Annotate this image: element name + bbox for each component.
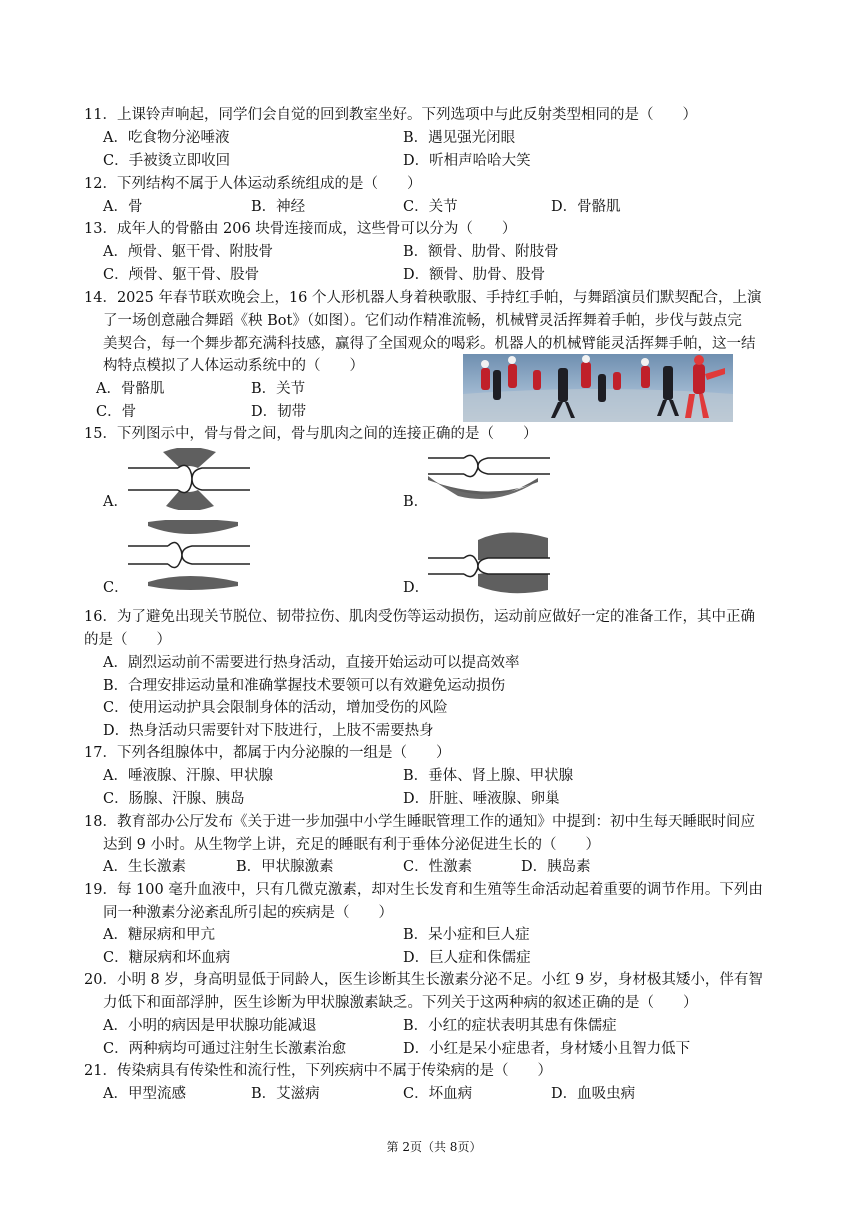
q19-stem-line-2: 同一种激素分泌紊乱所引起的疾病是（ ） [103,905,393,921]
q21-option-b: B．艾滋病 [251,1086,320,1102]
q17-option-c: C．肠腺、汗腺、胰岛 [103,791,245,807]
q14-option-b: B．关节 [251,381,306,397]
q16-option-b: B．合理安排运动量和准确掌握技术要领可以有效避免运动损伤 [103,678,506,694]
q19-option-a: A．糖尿病和甲亢 [103,927,215,943]
q13-option-d: D．额骨、肋骨、股骨 [403,267,546,283]
q14-stem-line-4: 构特点模拟了人体运动系统中的（ ） [103,358,364,374]
q14-option-c: C．骨 [96,404,137,420]
q16-stem-line-1: 16．为了避免出现关节脱位、韧带拉伤、肌肉受伤等运动损伤，运动前应做好一定的准备工作，其中正确 [84,609,755,625]
q18-option-b: B．甲状腺激素 [236,859,334,875]
q20-stem-line-1: 20．小明 8 岁，身高明显低于同龄人，医生诊断其生长激素分泌不足。小红 9 岁，身材极其矮小，伴有智 [84,972,763,988]
q14-stem-line-1: 14．2025 年春节联欢晚会上，16 个人形机器人身着秧歌服、手持红手帕，与舞蹈演员们默契配合，上演 [84,290,762,306]
q15-figure-d [428,530,550,598]
q12-option-d: D．骨骼肌 [551,199,621,215]
q19-option-d: D．巨人症和侏儒症 [403,950,531,966]
q19-stem-line-1: 19．每 100 毫升血液中，只有几微克激素，却对生长发育和生殖等生命活动起着重要的调节作用。下列由 [84,882,763,898]
q16-option-a: A．剧烈运动前不需要进行热身活动，直接开始运动可以提高效率 [103,655,520,671]
q15-figure-c [128,520,250,596]
q15-figure-b [428,446,550,514]
q14-stem-line-2: 了一场创意融合舞蹈《秧 Bot》（如图）。它们动作精准流畅，机械臂灵活挥舞着手帕，步伐与鼓点完 [103,313,742,329]
q18-option-d: D．胰岛素 [521,859,591,875]
q20-option-d: D．小红是呆小症患者，身材矮小且智力低下 [403,1041,691,1057]
q18-option-c: C．性激素 [403,859,473,875]
q17-option-d: D．肝脏、唾液腺、卵巢 [403,791,560,807]
q12-stem: 12．下列结构不属于人体运动系统组成的是（ ） [84,176,422,192]
q19-option-c: C．糖尿病和坏血病 [103,950,231,966]
q17-stem: 17．下列各组腺体中，都属于内分泌腺的一组是（ ） [84,745,451,761]
q11-stem: 11．上课铃声响起，同学们会自觉的回到教室坐好。下列选项中与此反射类型相同的是（ ） [84,107,697,123]
q11-option-b: B．遇见强光闭眼 [403,130,516,146]
q11-option-a: A．吃食物分泌唾液 [103,130,230,146]
q16-stem-line-2: 的是（ ） [84,632,171,648]
q11-option-d: D．听相声哈哈大笑 [403,153,531,169]
q16-option-c: C．使用运动护具会限制身体的活动，增加受伤的风险 [103,700,448,716]
q21-option-a: A．甲型流感 [103,1086,186,1102]
q21-option-d: D．血吸虫病 [551,1086,636,1102]
q20-option-b: B．小红的症状表明其患有侏儒症 [403,1018,617,1034]
q21-stem: 21．传染病具有传染性和流行性，下列疾病中不属于传染病的是（ ） [84,1063,552,1079]
q12-option-c: C．关节 [403,199,458,215]
q17-option-a: A．唾液腺、汗腺、甲状腺 [103,768,273,784]
q11-option-c: C．手被烫立即收回 [103,153,231,169]
q20-option-a: A．小明的病因是甲状腺功能减退 [103,1018,317,1034]
robot-dance-photo [463,354,733,422]
q13-option-b: B．额骨、肋骨、附肢骨 [403,244,559,260]
q15-stem: 15．下列图示中，骨与骨之间，骨与肌肉之间的连接正确的是（ ） [84,426,538,442]
q14-option-d: D．韧带 [251,404,307,420]
q14-stem-line-3: 美契合，每一个舞步都充满科技感，赢得了全国观众的喝彩。机器人的机械臂能灵活挥舞手帕，这一结 [103,336,756,352]
q14-option-a: A．骨骼肌 [96,381,165,397]
q15-option-a: A． [103,494,128,510]
q13-stem: 13．成年人的骨骼由 206 块骨连接而成，这些骨可以分为（ ） [84,221,517,237]
q12-option-b: B．神经 [251,199,306,215]
q12-option-a: A．骨 [103,199,143,215]
q18-stem-line-2: 达到 9 小时。从生物学上讲，充足的睡眠有利于垂体分泌促进生长的（ ） [103,837,600,853]
q18-stem-line-1: 18．教育部办公厅发布《关于进一步加强中小学生睡眠管理工作的通知》中提到：初中生每天睡眠时间应 [84,814,755,830]
q13-option-a: A．颅骨、躯干骨、附肢骨 [103,244,273,260]
q20-stem-line-2: 力低下和面部浮肿，医生诊断为甲状腺激素缺乏。下列关于这两种病的叙述正确的是（ ） [103,995,698,1011]
q20-option-c: C．两种病均可通过注射生长激素治愈 [103,1041,347,1057]
q18-option-a: A．生长激素 [103,859,186,875]
page-number-footer: 第 2页（共 8页） [386,1140,482,1154]
q15-option-c: C． [103,580,129,596]
q21-option-c: C．坏血病 [403,1086,473,1102]
q19-option-b: B．呆小症和巨人症 [403,927,530,943]
q17-option-b: B．垂体、肾上腺、甲状腺 [403,768,574,784]
q15-option-b: B． [403,494,429,510]
q16-option-d: D．热身活动只需要针对下肢进行，上肢不需要热身 [103,723,434,739]
q15-figure-a [128,448,250,514]
q13-option-c: C．颅骨、躯干骨、股骨 [103,267,260,283]
q15-option-d: D． [403,580,430,596]
